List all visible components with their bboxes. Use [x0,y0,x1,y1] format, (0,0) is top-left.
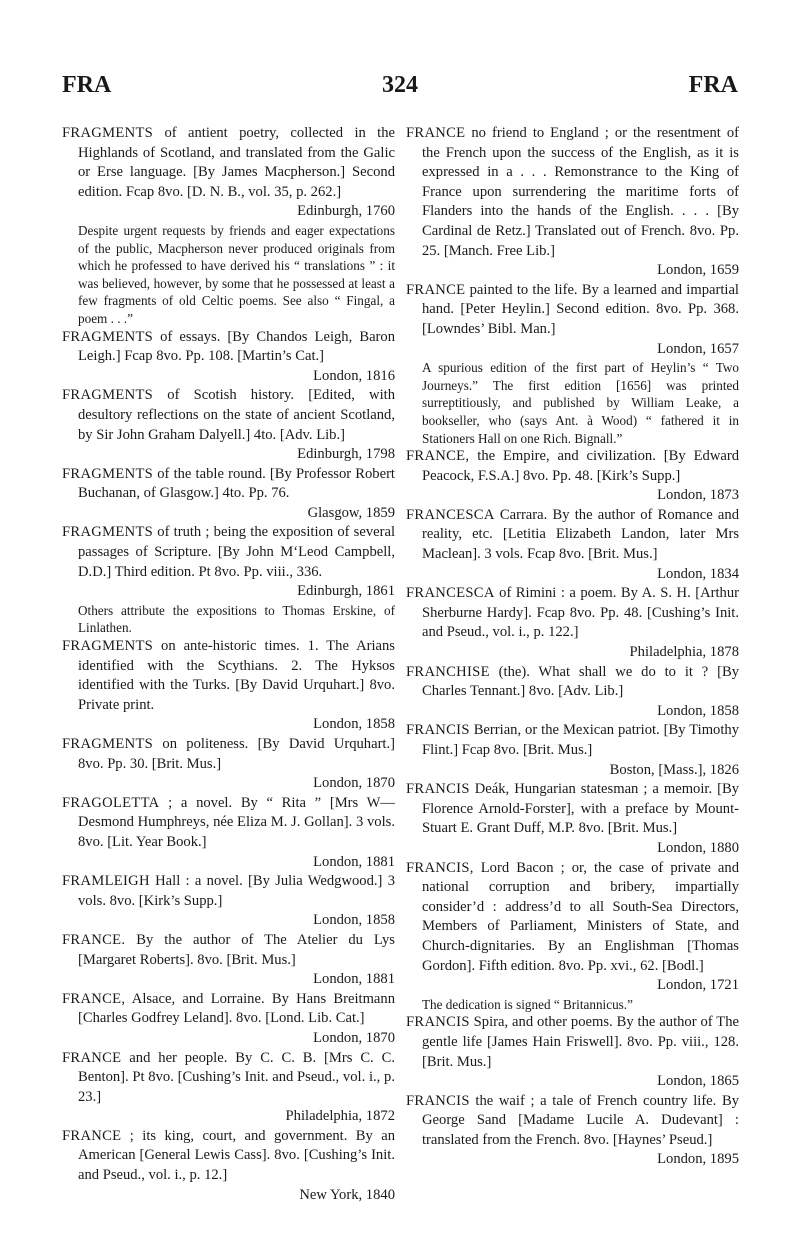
entry-headword: FRANCIS [406,1014,470,1031]
entry-text: of essays. [By Chandos Leigh, Baron Leigh.] Fcap 8vo. Pp. 108. [Martin’s Cat.] [78,328,395,365]
bibliography-entry [406,721,739,780]
entry-headword: FRANCE, [406,448,470,465]
entry-text: the Empire, and civilization. [By Edward Peacock, F.S.A.] 8vo. Pp. 48. [Kirk’s Supp.] [422,448,739,484]
bibliography-entry [406,124,739,281]
entry-imprint: London, 1870 [313,775,395,792]
entry-headword: FRAMLEIGH [62,873,150,890]
bibliography-entry [406,663,739,722]
bibliography-entry [62,931,395,990]
entry-text: no friend to England ; or the resentment of the French upon the success of the English, as it is expressed in a . . . Remonstrance to the King of France upon surrendering the maritime forts of Flanders into the hands of the English. . . . [By Cardinal de Retz.] Translated out of French. 8vo. Pp. 25. [Manch. Free Lib.] [422,125,739,259]
bibliography-entry [406,506,739,584]
entry-text: of antient poetry, collected in the Highlands of Scotland, and translated from the Galic or Erse language. [By James Macpherson.] Second edition. Fcap 8vo. [D. N. B., vol. 35, p. 262.] [78,125,395,200]
entry-imprint: London, 1881 [313,971,395,988]
bibliography-entry [62,328,395,387]
entry-text: ; its king, court, and government. By an American [General Lewis Cass]. 8vo. [Cushing’s Init. and Pseud., vol. i., p. 12.] [78,1127,395,1184]
bibliography-entry [406,1013,739,1091]
entry-text: By the author of The Atelier du Lys [Margaret Roberts]. 8vo. [Brit. Mus.] [78,931,395,968]
entry-imprint: London, 1858 [313,716,395,733]
entry-headword: FRAGOLETTA [62,794,160,811]
entry-note: Others attribute the expositions to Thomas Erskine, of Linlathen. [78,602,395,636]
entry-headword: FRAGMENTS [62,465,154,482]
entry-headword: FRANCE [62,1049,122,1066]
entry-imprint: London, 1858 [313,912,395,929]
bibliography-entry [406,584,739,662]
entry-headword: FRANCE [406,281,466,298]
entry-headword: FRANCESCA [406,585,495,602]
entry-imprint: Boston, [Mass.], 1826 [609,761,739,778]
entry-text: of truth ; being the exposition of several passages of Scripture. [By John M‘Leod Campbell, D.D.] Third edition. Pt 8vo. Pp. viii., 336. [78,524,395,580]
entry-imprint: London, 1881 [313,853,395,870]
entry-text: the waif ; a tale of French country life. By George Sand [Madame Lucile A. Dudevant] : translated from the French. 8vo. [Haynes’ Pseud.] [422,1092,739,1148]
entry-imprint: London, 1659 [657,262,739,279]
entry-text: on politeness. [By David Urquhart.] 8vo. Pp. 30. [Brit. Mus.] [78,736,395,772]
entry-text: Deák, Hungarian statesman ; a memoir. [By Florence Arnold-Forster], with a preface by Mount-Stuart E. Grant Duff, M.P. 8vo. [Brit. Mus.] [422,781,739,837]
entry-headword: FRAGMENTS [62,524,154,541]
entry-headword: FRAGMENTS [62,736,154,752]
entry-headword: FRANCIS [406,722,470,739]
entry-headword: FRANCESCA [406,506,495,523]
page-header [62,72,738,102]
running-head-right: FRA [688,72,738,98]
entry-imprint: London, 1834 [657,565,739,582]
bibliography-entry [62,1127,395,1205]
entry-headword: FRAGMENTS [62,638,154,655]
bibliography-entry [62,637,395,735]
entry-text: Spira, and other poems. By the author of The gentle life [James Hain Friswell]. 8vo. Pp. viii., 128. [Brit. Mus.] [422,1014,739,1070]
bibliography-entry [406,780,739,858]
bibliography-entry [406,1092,739,1170]
entry-headword: FRAGMENTS [62,125,154,141]
entry-text: on ante-historic times. 1. The Arians identified with the Scythians. 2. The Hyksos identified with the Turks. [By David Urquhart.] 8vo. Private print. [78,638,395,713]
entry-text: (the). What shall we do to it ? [By Charles Tennant.] 8vo. [Adv. Lib.] [422,663,739,700]
bibliography-entry [406,447,739,506]
bibliography-entry [62,794,395,872]
entry-text: of Rimini : a poem. By A. S. H. [Arthur Sherburne Hardy]. Fcap 8vo. Pp. 48. [Cushing’s Init. and Pseud., vol. i., p. 122.] [422,585,739,641]
entry-headword: FRANCHISE [406,663,490,680]
entry-headword: FRANCE [406,125,466,141]
entry-headword: FRANCIS [406,1092,470,1109]
entry-note: Despite urgent requests by friends and eager expectations of the public, Macpherson never produced originals from which he professed to have derived his “ translations ” : it was believed, however, by some that he possessed at least a few fragments of old Celtic poems. See also “ Fingal, a poem . . .” [78,222,395,326]
entry-headword: FRAGMENTS [62,328,154,345]
bibliography-entry [62,872,395,931]
bibliography-entry [62,465,395,524]
entry-headword: FRANCE [62,1127,122,1144]
entry-imprint: Philadelphia, 1878 [629,644,739,661]
entry-imprint: Glasgow, 1859 [307,504,395,521]
entry-text: painted to the life. By a learned and impartial hand. [Peter Heylin.] Second edition. 8vo. Pp. 368. [Lowndes’ Bibl. Man.] [422,281,739,337]
left-column [62,124,395,1205]
bibliography-entry [406,281,739,359]
entry-imprint: London, 1870 [313,1029,395,1046]
entry-imprint: London, 1873 [657,487,739,504]
entry-text: Lord Bacon ; or, the case of private and national corruption and bribery, impartially consider’d : address’d to all South-Sea Directors, Members of Parliament, Ministers of State, and Church-dignitaries. By an Englishman [Thomas Gordon]. Fifth edition. 8vo. Pp. xvi., 62. [Bodl.] [422,859,739,974]
entry-imprint: London, 1880 [657,839,739,856]
entry-imprint: London, 1858 [657,702,739,719]
entry-imprint: New York, 1840 [299,1186,395,1203]
entry-imprint: London, 1895 [657,1151,739,1168]
entry-headword: FRANCE. [62,931,126,948]
entry-imprint: Edinburgh, 1798 [297,446,395,463]
entry-imprint: London, 1816 [313,367,395,384]
bibliography-entry [62,124,395,222]
entry-text: ; a novel. By “ Rita ” [Mrs W— Desmond Humphreys, née Eliza M. J. Gollan]. 3 vols. 8vo. [Lit. Year Book.] [78,794,395,850]
bibliography-entry [62,523,395,601]
bibliography-entry [62,1049,395,1127]
entry-text: and her people. By C. C. B. [Mrs C. C. Benton]. Pt 8vo. [Cushing’s Init. and Pseud., vol. i., p. 23.] [78,1049,395,1105]
bibliography-entry [62,386,395,464]
entry-text: Hall : a novel. [By Julia Wedgwood.] 3 vols. 8vo. [Kirk’s Supp.] [78,873,395,909]
entry-headword: FRAGMENTS [62,387,154,404]
entry-headword: FRANCE, [62,990,126,1007]
running-head-left: FRA [62,72,112,98]
entry-note: A spurious edition of the first part of Heylin’s “ Two Journeys.” The first edition [1656] was printed surreptitiously, and published by William Leake, a bookseller, who (says Ant. à Wood) “ fathered it in Stationers Hall on one Rich. Bignall.” [422,360,739,446]
entry-imprint: London, 1865 [657,1073,739,1090]
entry-text: of the table round. [By Professor Robert Buchanan, of Glasgow.] 4to. Pp. 76. [78,465,395,502]
right-column [406,124,739,1170]
entry-note: The dedication is signed “ Britannicus.” [422,996,633,1012]
entry-imprint: London, 1657 [657,340,739,357]
entry-text: of Scotish history. [Edited, with desultory reflections on the state of ancient Scotland, by Sir John Graham Dalyell.] 4to. [Adv. Lib.] [78,387,395,443]
entry-imprint: Edinburgh, 1861 [297,583,395,600]
entry-text: Alsace, and Lorraine. By Hans Breitmann [Charles Godfrey Leland]. 8vo. [Lond. Lib. Cat.] [78,990,395,1027]
bibliography-entry [406,859,739,996]
entry-imprint: Philadelphia, 1872 [285,1108,395,1125]
bibliography-entry [62,735,395,794]
entry-headword: FRANCIS, [406,859,474,876]
entry-headword: FRANCIS [406,781,470,798]
entry-imprint: London, 1721 [657,977,739,994]
bibliography-entry [62,990,395,1049]
entry-text: Berrian, or the Mexican patriot. [By Timothy Flint.] Fcap 8vo. [Brit. Mus.] [422,722,739,758]
page-number: 324 [382,72,418,98]
entry-imprint: Edinburgh, 1760 [297,203,395,220]
entry-text: Carrara. By the author of Romance and reality, etc. [Letitia Elizabeth Landon, later Mrs Maclean]. 3 vols. Fcap 8vo. [Brit. Mus.] [422,506,739,563]
